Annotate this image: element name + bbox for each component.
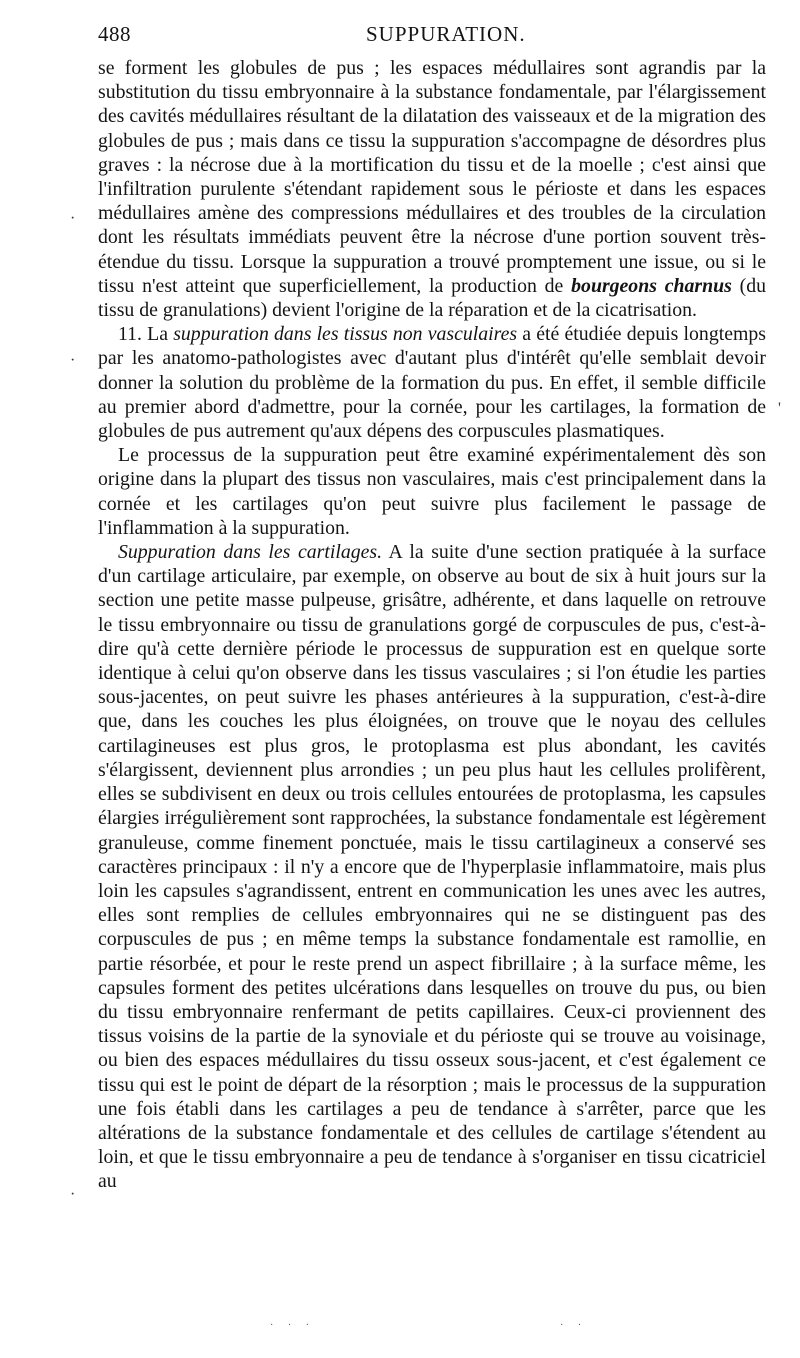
paragraph-text: (du tissu de granulations) devient l'origine de la réparation et de la cicatrisation.	[98, 274, 766, 322]
body-text	[98, 56, 766, 1194]
paragraph-text: A la suite d'une section pratiquée à la surface d'un cartilage articulaire, par exemple, on observe au bout de six à huit jours sur la section une petite masse pulpeuse, grisâtre, adhérente, et dans laquelle on retrouve le tissu embryonnaire ou tissu de granulations gorgé de corpuscules de pus, c'est-à-dire qu'à cette dernière période le processus de suppuration est en quelque sorte identique à celui qu'on observe dans les tissus vasculaires ; si l'on étudie les parties sous-jacentes, on peut suivre les phases antérieures à la suppuration, c'est-à-dire que, dans les couches les plus éloignées, on trouve que le noyau des cellules cartilagineuses est plus gros, le protoplasma est plus abondant, les cavités s'élargissent, deviennent plus arrondies ; un peu plus haut les cellules prolifèrent, elles se subdivisent en deux ou trois cellules entourées de protoplasma, les capsules élargies irrégulièrement sont rapprochées, la substance fondamentale est légèrement granuleuse, comme finement ponctuée, mais le tissu cartilagineux a conservé ses caractères principaux : il n'y a encore que de l'hyperplasie inflammatoire, mais plus loin les capsules s'agrandissent, entrent en communication les unes avec les autres, elles sont remplies de cellules embryonnaires qui ne se distinguent pas des corpuscules de pus ; en même temps la substance fondamentale est ramollie, en partie résorbée, et pour le reste prend un aspect fibrillaire ; à la surface même, les capsules forment des petites ulcérations dans lesquelles on trouve du pus, ou bien du tissu embryonnaire renfermant de petits capillaires. Ceux-ci proviennent des tissus voisins de la partie de la synoviale et du périoste qui se trouve au voisinage, ou bien des espaces médullaires du tissu osseux sous-jacent, et c'est également ce tissu qui est le point de départ de la résorption ; mais le processus de la suppuration une fois établi dans les cartilages a peu de tendance à s'arrêter, parce que les altérations de la substance fondamentale et des cellules de cartilage s'étendent au loin, et que le tissu embryonnaire a peu de tendance à s'organiser en tissu cicatriciel au	[98, 541, 766, 1193]
margin-dot-mark: '	[778, 400, 781, 417]
italic-term-bourgeons-charnus: bourgeons charnus	[571, 274, 732, 297]
footer-dot-mark: · ·	[560, 1320, 588, 1331]
paragraph-text: a été étudiée depuis longtemps par les anatomo-pathologistes avec d'autant plus d'intérêt qu'elle semblait devoir donner la solution du problème de la formation du pus. En effet, il semble difficile au premier abord d'admettre, pour la cornée, pour les cartilages, la formation de globules de pus autrement qu'aux dépens des corpuscules plasmatiques.	[98, 323, 766, 443]
italic-heading-non-vascular: suppuration dans les tissus non vasculaires	[173, 323, 518, 346]
italic-heading-cartilages: Suppuration dans les cartilages.	[118, 541, 383, 564]
running-title: SUPPURATION.	[366, 22, 526, 46]
paragraph-cartilage-suppuration	[98, 540, 766, 1193]
paragraph-text: Le processus de la suppuration peut être examiné expérimentalement dès son origine dans la plupart des tissus non vasculaires, mais c'est principalement dans la cornée et les cartilages qu'on peut suivre plus facilement le passage de l'inflammation à la suppuration.	[98, 444, 766, 539]
margin-dot-mark: ·	[70, 210, 76, 227]
page-number: 488	[98, 22, 131, 46]
paragraph-non-vascular-tissues	[98, 322, 766, 443]
margin-dot-mark: ·	[70, 352, 76, 369]
paragraph-bone-suppuration	[98, 56, 766, 322]
paragraph-text: La	[142, 323, 174, 346]
margin-dot-mark: ·	[70, 1186, 76, 1203]
paragraph-text: se forment les globules de pus ; les espaces médullaires sont agrandis par la substitution du tissu embryonnaire à la substance fondamentale, par l'élargissement des cavités médullaires résultant de la dilatation des vaisseaux et de la migration des globules de pus ; mais dans ce tissu la suppuration s'accompagne de désordres plus graves : la nécrose due à la mortification du tissu et de la moelle ; c'est ainsi que l'infiltration purulente s'étendant rapidement sous le périoste et dans les espaces médullaires amène des compressions médullaires et des troubles de la circulation dont les résultats immédiats peuvent être la nécrose d'une portion souvent très-étendue du tissu. Lorsque la suppuration a trouvé promptement une issue, ou si le tissu n'est atteint que superficiellement, la production de	[98, 57, 766, 297]
page-header	[98, 22, 766, 52]
paragraph-experimental-process	[98, 443, 766, 540]
footer-dot-mark: · · ·	[270, 1320, 315, 1331]
section-number: 11.	[118, 323, 142, 346]
